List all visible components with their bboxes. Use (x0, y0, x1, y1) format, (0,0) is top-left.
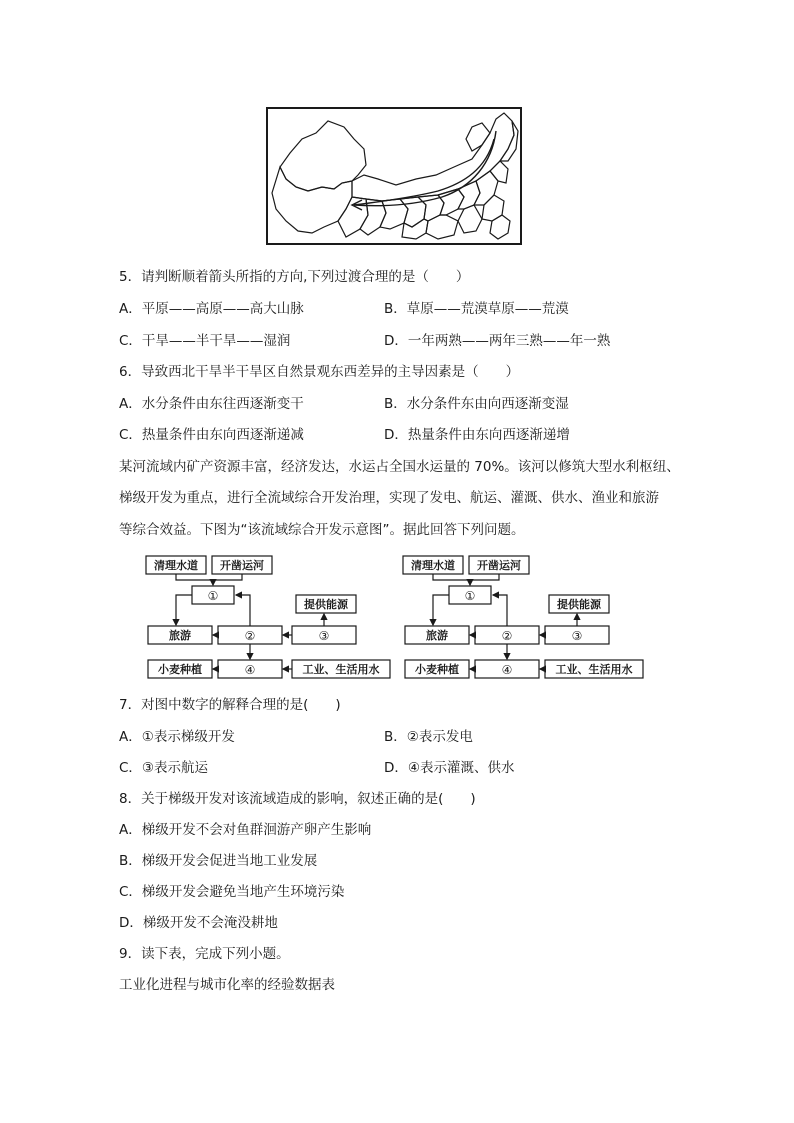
table-title: 工业化进程与城市化率的经验数据表 (119, 977, 335, 993)
label-kaizao: 开凿运河 (477, 559, 521, 572)
label-qingli: 清理水道 (411, 559, 455, 572)
diagram-svg (146, 554, 396, 680)
question-7-option-d: D．④表示灌溉、供水 (384, 760, 515, 776)
question-6-stem: 6．导致西北干旱半干旱区自然景观东西差异的主导因素是（ ） (119, 364, 520, 380)
label-xiaomai: 小麦种植 (415, 663, 459, 676)
question-8-option-c: C．梯级开发会避免当地产生环境污染 (119, 884, 345, 900)
direction-arrow-icon (352, 131, 496, 210)
development-diagram-right (403, 554, 653, 680)
question-6-option-a: A．水分条件由东往西逐渐变干 (119, 396, 304, 412)
question-6-option-d: D．热量条件由东向西逐渐递增 (384, 427, 570, 443)
question-5-option-b: B．草原——荒漠草原——荒漠 (384, 301, 569, 317)
label-xiaomai: 小麦种植 (158, 663, 202, 676)
question-7-stem: 7．对图中数字的解释合理的是( ) (119, 697, 341, 713)
label-nengyuan: 提供能源 (557, 598, 601, 611)
question-6-option-c: C．热量条件由东向西逐渐递减 (119, 427, 304, 443)
label-n3: ③ (318, 629, 330, 643)
question-5-option-d: D．一年两熟——两年三熟——年一熟 (384, 333, 611, 349)
diagram-svg (403, 554, 653, 680)
question-7-option-b: B．②表示发电 (384, 729, 473, 745)
label-qingli: 清理水道 (154, 559, 198, 572)
passage-line-3: 等综合效益。下图为“该流域综合开发示意图”。据此回答下列问题。 (119, 522, 525, 538)
label-n3: ③ (571, 629, 583, 643)
label-nengyuan: 提供能源 (304, 598, 348, 611)
label-gongye: 工业、生活用水 (555, 663, 633, 676)
map-outline (268, 109, 520, 243)
label-kaizao: 开凿运河 (220, 559, 264, 572)
label-gongye: 工业、生活用水 (302, 663, 380, 676)
development-diagram-left (146, 554, 396, 680)
label-n4: ④ (244, 663, 256, 677)
question-6-option-b: B．水分条件东由向西逐渐变湿 (384, 396, 569, 412)
label-lvyou: 旅游 (426, 629, 448, 642)
question-8-option-b: B．梯级开发会促进当地工业发展 (119, 853, 318, 869)
question-8-stem: 8．关于梯级开发对该流域造成的影响，叙述正确的是( ) (119, 791, 476, 807)
label-n2: ② (501, 629, 513, 643)
question-5-option-a: A．平原——高原——高大山脉 (119, 301, 304, 317)
question-7-option-c: C．③表示航运 (119, 760, 209, 776)
question-8-option-a: A．梯级开发不会对鱼群洄游产卵产生影响 (119, 822, 372, 838)
question-9-stem: 9．读下表，完成下列小题。 (119, 946, 290, 962)
passage-line-2: 梯级开发为重点，进行全流域综合开发治理，实现了发电、航运、灌溉、供水、渔业和旅游 (119, 490, 659, 506)
label-n1: ① (207, 589, 219, 603)
label-n2: ② (244, 629, 256, 643)
label-n4: ④ (501, 663, 513, 677)
question-8-option-d: D．梯级开发不会淹没耕地 (119, 915, 278, 931)
question-7-option-a: A．①表示梯级开发 (119, 729, 235, 745)
question-5-stem: 5．请判断顺着箭头所指的方向,下列过渡合理的是（ ） (119, 269, 470, 285)
label-lvyou: 旅游 (169, 629, 191, 642)
passage-line-1: 某河流域内矿产资源丰富，经济发达，水运占全国水运量的 70%。该河以修筑大型水利枢纽、 (119, 459, 680, 475)
question-5-option-c: C．干旱——半干旱——湿润 (119, 333, 291, 349)
china-map-figure (266, 107, 522, 245)
label-n1: ① (464, 589, 476, 603)
